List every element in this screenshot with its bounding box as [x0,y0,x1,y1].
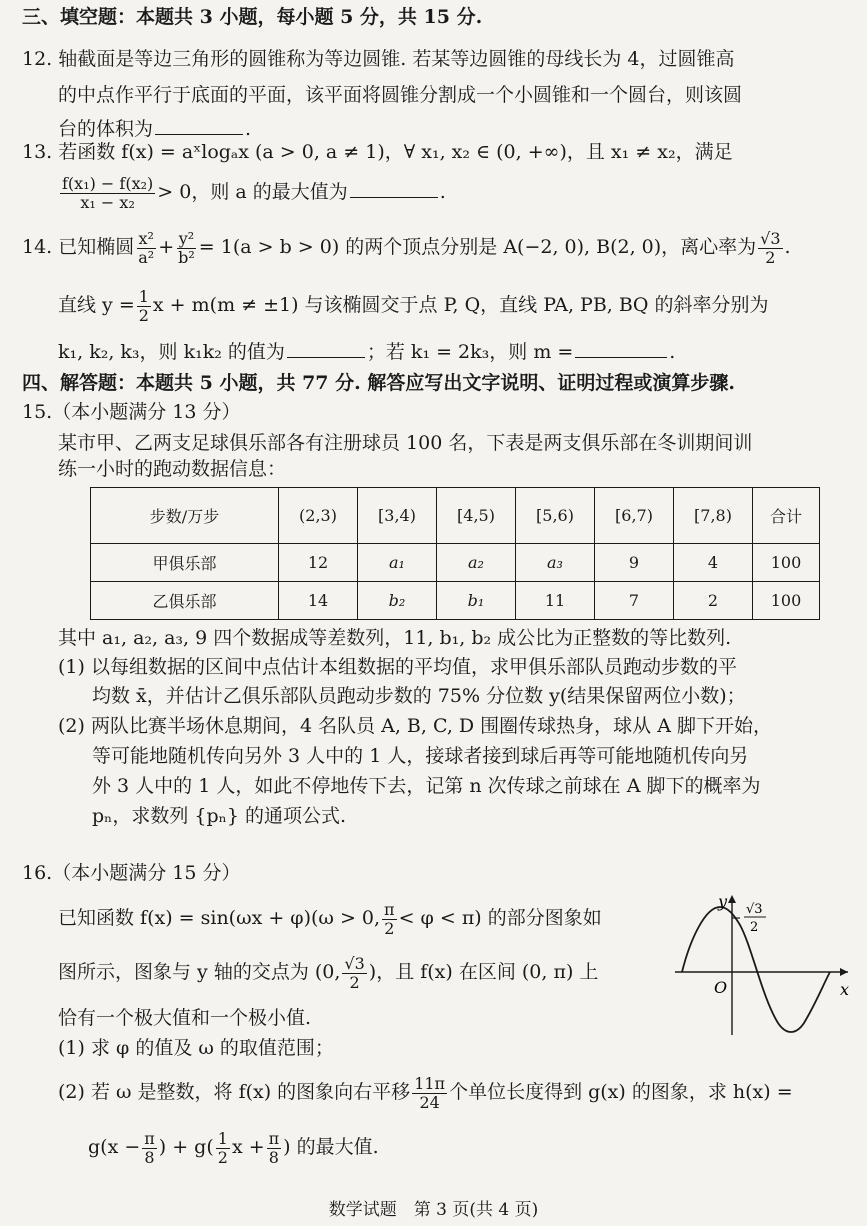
q16-frac-sqrt3-2 [342,955,366,991]
q14-plus: + [158,236,175,259]
q16-f6-num: π [268,1129,280,1148]
table-cell: 2 [674,582,753,620]
q14-line-3 [58,340,675,364]
q16-line-3: 恰有一个极大值和一个极小值. [58,1007,312,1029]
table-cell: 100 [753,582,820,620]
q16-line1-a: 已知函数 f(x) = sin(ωx + φ)(ω > 0, [58,907,381,930]
q14-f1-den: a² [138,247,155,267]
q16-part2-a: (2) 若 ω 是整数，将 f(x) 的图象向右平移 [58,1081,411,1104]
q15-line-2: 练一小时的跑动数据信息： [58,458,287,480]
q16-part2-c: g(x − [88,1136,141,1159]
q16-f1-num: π [384,900,395,919]
table-header-cell: [6,7) [595,488,674,544]
table-cell: b₂ [358,582,437,620]
q16-part2-line-2 [88,1130,379,1166]
q12-answer-blank[interactable] [155,117,243,135]
q15-part2-line-3: 外 3 人中的 1 人，如此不停地传下去，记第 n 次传球之前球在 A 脚下的概率为 [92,775,761,797]
q16-f2-den: 2 [349,972,360,992]
table-cell: 11 [516,582,595,620]
q16-frac-pi-2 [382,901,397,937]
q14-line3-a: k₁, k₂, k₃，则 k₁k₂ 的值为 [58,341,285,363]
origin-label: O [714,978,728,997]
section-3-header: 三、填空题：本题共 3 小题，每小题 5 分，共 15 分. [22,6,483,28]
q14-frac-half [137,288,151,324]
q16-f2-num: √3 [344,954,365,973]
table-cell: 7 [595,582,674,620]
table-cell: b₁ [437,582,516,620]
table-cell: 14 [279,582,358,620]
q12-line-3 [58,117,251,141]
q16-f4-den: 8 [144,1147,155,1167]
q15-part1-line-2: 均数 x̄，并估计乙俱乐部队员跑动步数的 75% 分位数 y(结果保留两位小数)； [92,685,746,707]
table-header-cell: [7,8) [674,488,753,544]
q16-f3-den: 24 [419,1092,440,1112]
table-cell: 4 [674,544,753,582]
y-value-label-num: √3 [746,902,763,917]
q16-line1-b: < φ < π) 的部分图象如 [398,907,602,930]
q15-part2-line-4: pₙ，求数列 {pₙ} 的通项公式. [92,805,347,827]
q13-line-2 [58,175,446,211]
x-axis-arrow-icon [840,968,848,976]
q16-part2-line-1 [58,1075,793,1111]
q13-fraction [60,175,155,211]
q13-text: > 0，则 a 的最大值为 [157,181,348,204]
q16-frac-11pi-24 [412,1075,447,1111]
table-header-cell: [4,5) [437,488,516,544]
q13-answer-blank[interactable] [350,180,438,198]
section-4-header: 四、解答题：本题共 5 小题，共 77 分. 解答应写出文字说明、证明过程或演算步骤. [22,372,735,394]
q14-answer-blank-1[interactable] [287,340,365,358]
table-header-cell: (2,3) [279,488,358,544]
y-axis-arrow-icon [728,895,736,903]
q16-part2-e: x + [231,1136,265,1159]
table-header-row [91,488,820,544]
q16-line-1 [58,901,602,937]
q16-frac-half [216,1130,230,1166]
q16-head: 16.（本小题满分 15 分） [22,862,241,884]
q14-answer-blank-2[interactable] [575,340,667,358]
q14-line-1 [22,230,791,266]
q16-f6-den: 8 [268,1147,279,1167]
q16-f3-num: 11π [414,1074,446,1093]
q16-part2-d: ) + g( [158,1136,214,1159]
q14-f4-den: 2 [138,305,149,325]
q13-frac-den: x₁ − x₂ [80,192,135,212]
q12-line-2: 的中点作平行于底面的平面，该平面将圆锥分割成一个小圆锥和一个圆台，则该圆 [58,84,743,106]
table-header-cell: 步数/万步 [91,488,279,544]
q13-line-1: 13. 若函数 f(x) = aˣlogₐx (a > 0, a ≠ 1)，∀ x₁, x₂ ∈ (0, +∞)，且 x₁ ≠ x₂，满足 [22,141,733,163]
q16-f5-den: 2 [217,1147,228,1167]
q14-f3-num: √3 [760,229,781,248]
q13-frac-num: f(x₁) − f(x₂) [62,174,154,193]
q14-text-a: 14. 已知椭圆 [22,236,135,259]
q15-line-3: 其中 a₁, a₂, a₃, 9 四个数据成等差数列，11, b₁, b₂ 成公比为正整数的等比数列. [58,627,732,649]
q15-line-1: 某市甲、乙两支足球俱乐部各有注册球员 100 名，下表是两支俱乐部在冬训期间训 [58,432,753,454]
q14-f4-num: 1 [138,287,149,306]
q15-part2-line-1: (2) 两队比赛半场休息期间，4 名队员 A, B, C, D 围圈传球热身，球从 A 脚下开始， [58,715,772,737]
q13-end: . [439,181,446,204]
q16-sine-graph [670,885,855,1040]
table-cell: a₁ [358,544,437,582]
q14-line3-b: ；若 k₁ = 2k₃，则 m = [366,341,574,363]
q14-f2-num: y² [178,229,195,248]
table-cell: 乙俱乐部 [91,582,279,620]
q14-f1-num: x² [138,229,154,248]
q14-line-2 [58,288,768,324]
table-cell: a₂ [437,544,516,582]
y-axis-label: y [718,892,728,911]
q16-part1: (1) 求 φ 的值及 ω 的取值范围； [58,1037,334,1059]
y-value-label-den: 2 [750,920,759,935]
page-footer: 数学试题 第 3 页(共 4 页) [328,1200,539,1220]
q14-frac-y2-b2 [176,230,197,266]
q15-head: 15.（本小题满分 13 分） [22,401,241,423]
table-cell: 100 [753,544,820,582]
q14-f3-den: 2 [765,247,776,267]
table-header-cell: [5,6) [516,488,595,544]
q16-frac-pi-8-a [142,1130,157,1166]
q14-line2-b: x + m(m ≠ ±1) 与该椭圆交于点 P, Q，直线 PA, PB, BQ 的斜率分别为 [152,294,769,317]
q16-line2-a: 图所示，图象与 y 轴的交点为 (0, [58,961,341,984]
q16-frac-pi-8-b [267,1130,282,1166]
q16-part2-b: 个单位长度得到 g(x) 的图象，求 h(x) = [449,1081,793,1104]
table-cell: 9 [595,544,674,582]
q15-part1-line-1: (1) 以每组数据的区间中点估计本组数据的平均值，求甲俱乐部队员跑动步数的平 [58,656,737,678]
q14-f2-den: b² [178,247,195,267]
q16-part2-f: ) 的最大值. [283,1136,379,1159]
q15-data-table [90,487,820,620]
x-axis-label: x [840,980,850,999]
q12-end: . [245,118,252,140]
table-cell: 12 [279,544,358,582]
table-header-cell: [3,4) [358,488,437,544]
q16-f1-den: 2 [384,918,395,938]
q14-line3-c: . [669,341,676,363]
q16-f5-num: 1 [217,1129,228,1148]
table-row [91,582,820,620]
table-cell: 甲俱乐部 [91,544,279,582]
table-row [91,544,820,582]
q12-text: 台的体积为 [58,118,154,140]
q16-line-2 [58,955,598,991]
q14-line2-a: 直线 y = [58,294,135,317]
q16-f4-num: π [144,1129,155,1148]
q14-frac-x2-a2 [136,230,156,266]
q14-text-c: . [784,236,791,259]
q16-line2-b: )，且 f(x) 在区间 (0, π) 上 [368,961,599,984]
q15-part2-line-2: 等可能地随机传向另外 3 人中的 1 人，接球者接到球后再等可能地随机传向另 [92,745,749,767]
q14-text-b: = 1(a > b > 0) 的两个顶点分别是 A(−2, 0), B(2, 0)，离心率为 [198,236,757,259]
q12-line-1: 12. 轴截面是等边三角形的圆锥称为等边圆锥. 若某等边圆锥的母线长为 4，过圆锥高 [22,48,735,70]
q14-frac-ecc [758,230,782,266]
table-header-cell: 合计 [753,488,820,544]
table-cell: a₃ [516,544,595,582]
